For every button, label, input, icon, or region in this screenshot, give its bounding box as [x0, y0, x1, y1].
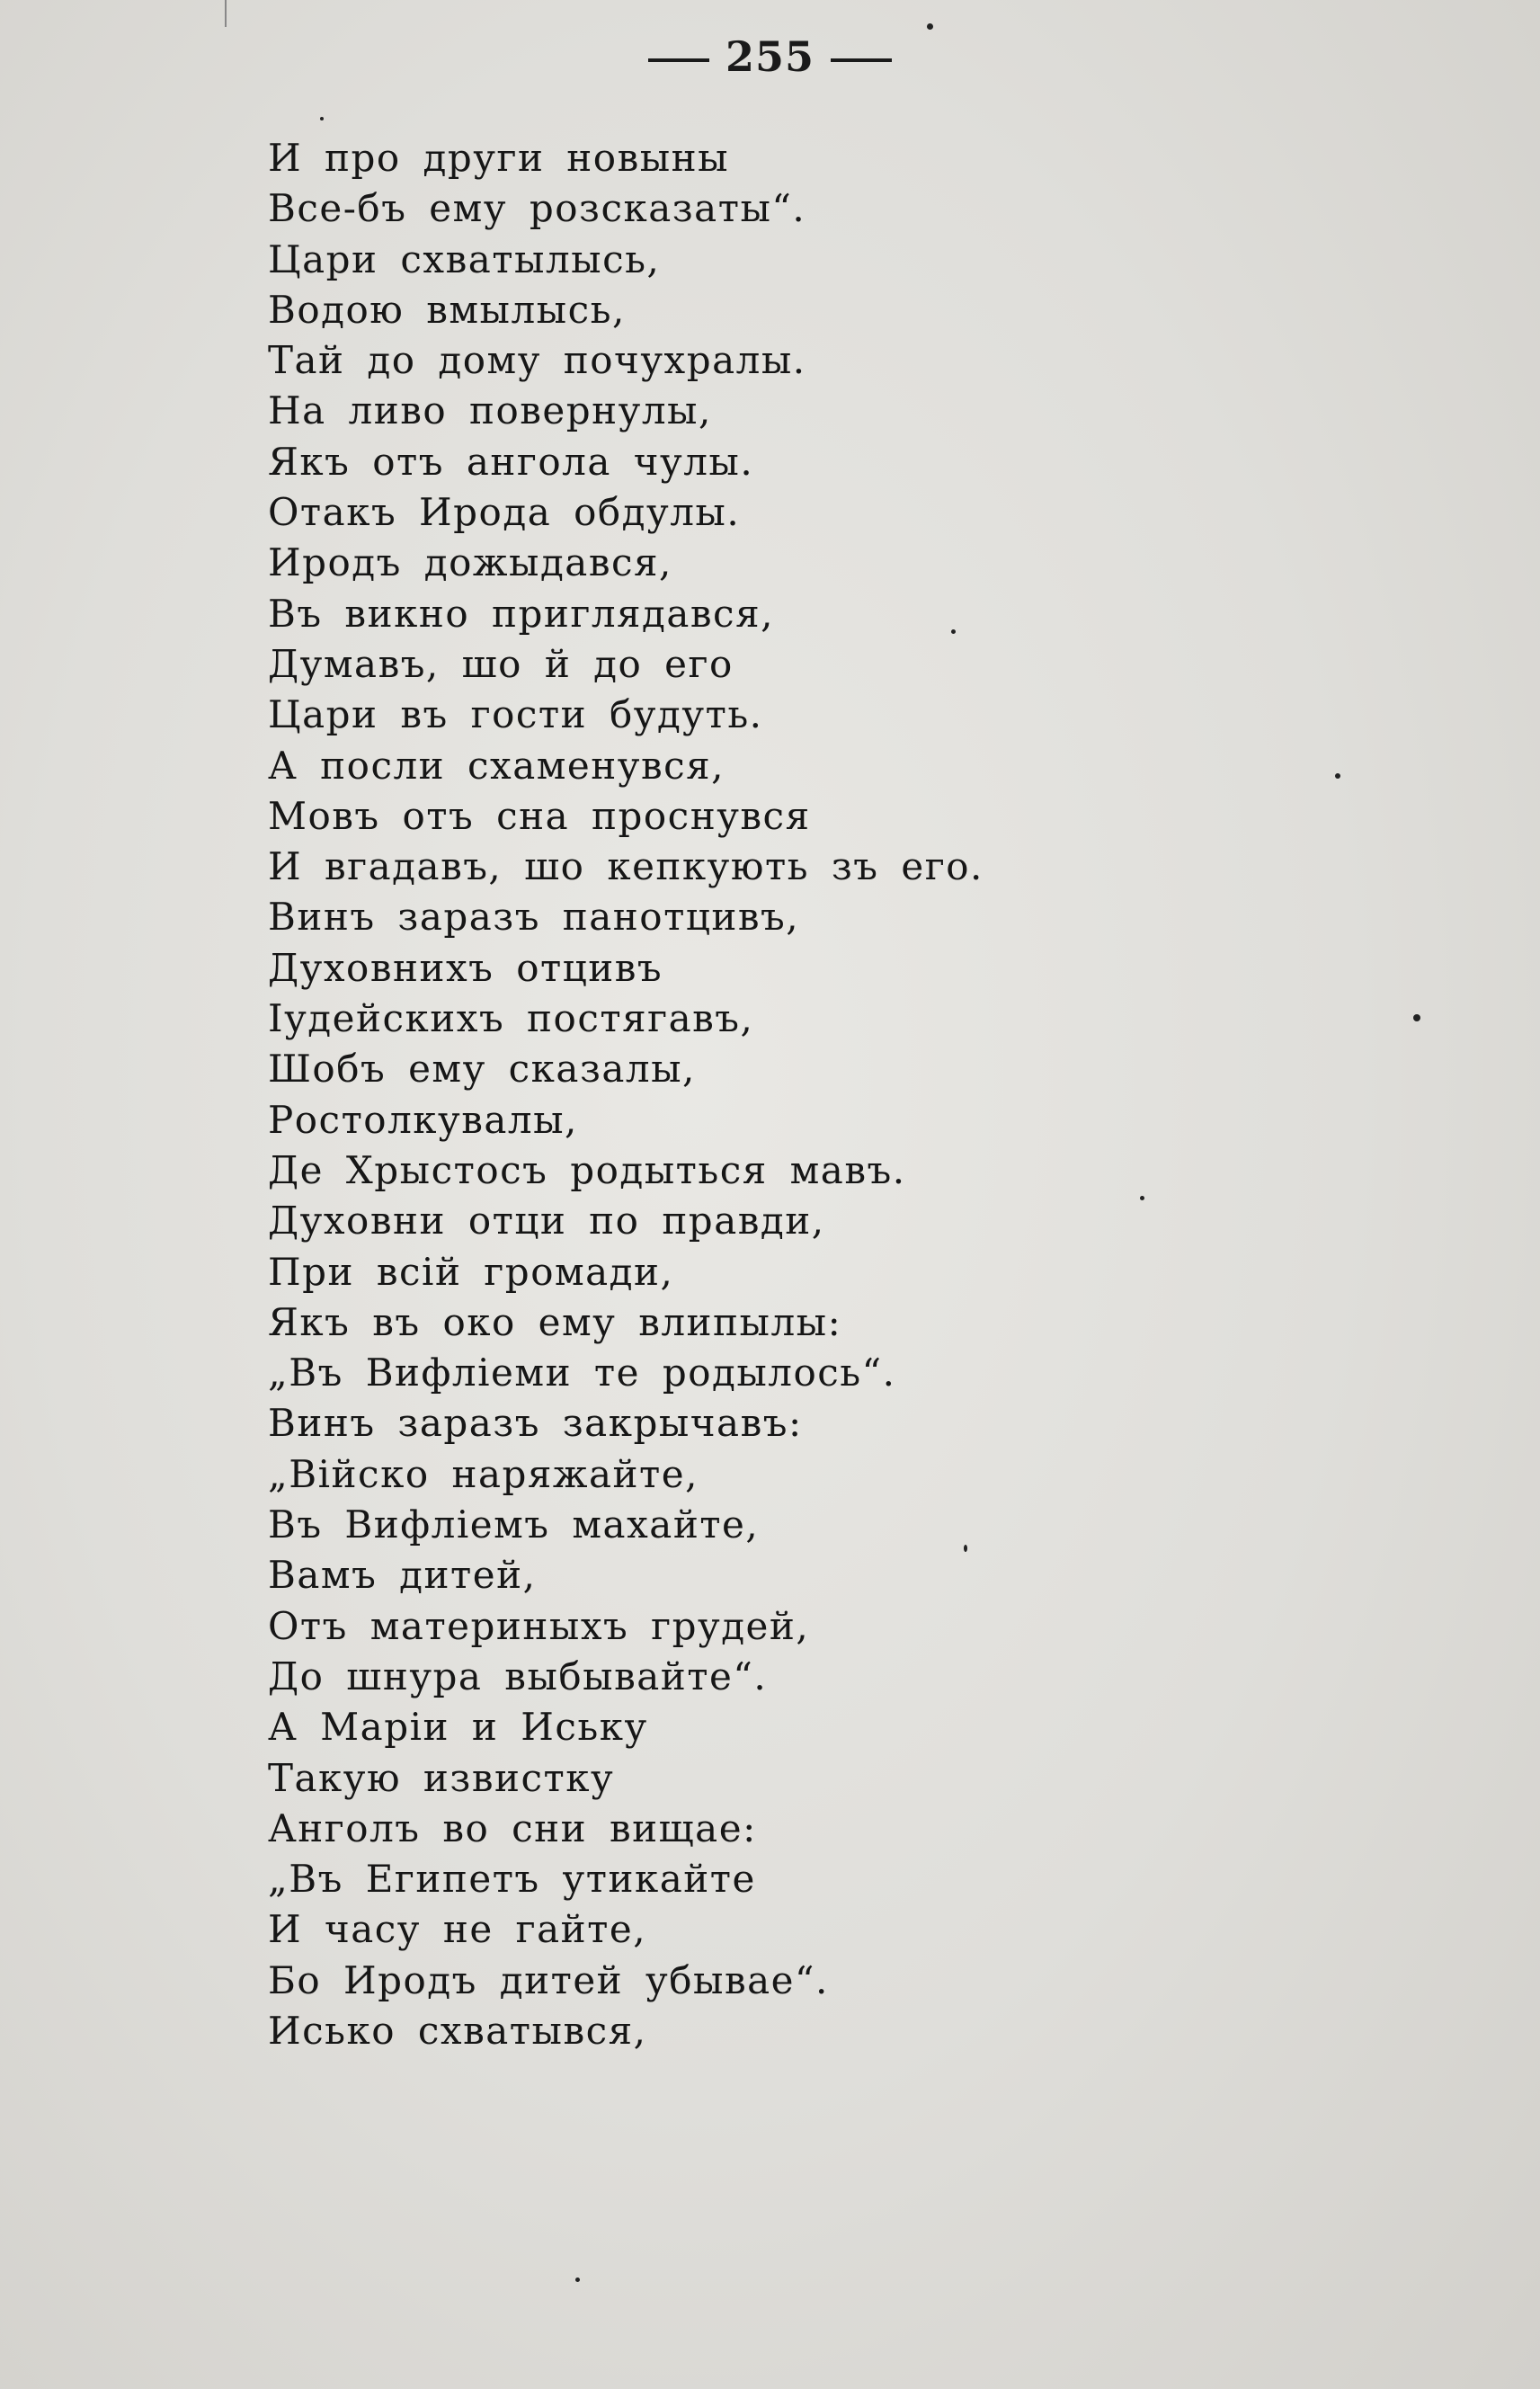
- poem-line: При всій громади,: [268, 1249, 674, 1294]
- poem-line: „Въ Египетъ утикайте: [268, 1857, 756, 1902]
- ink-speck: [1413, 1014, 1420, 1021]
- poem-line: И часу не гайте,: [268, 1907, 647, 1952]
- poem-line: „Въ Вифліеми те родылось“.: [268, 1350, 896, 1395]
- poem-line: Ростолкувалы,: [268, 1097, 578, 1142]
- ink-speck: [951, 629, 956, 634]
- ink-speck: [1140, 1196, 1144, 1200]
- poem-line: Анголъ во сни вищае:: [268, 1805, 757, 1850]
- poem-line: Де Хрыстосъ родыться мавъ.: [268, 1147, 906, 1192]
- ink-speck: [927, 23, 933, 30]
- poem-line: Шобъ ему сказалы,: [268, 1047, 696, 1092]
- poem-line: Такую извистку: [268, 1755, 615, 1800]
- poem-line: А Маріи и Иську: [268, 1705, 648, 1750]
- poem-line: Въ викно приглядався,: [268, 591, 774, 636]
- poem-line: Якъ отъ ангола чулы.: [268, 439, 754, 484]
- poem-text: [268, 133, 1302, 2056]
- poem-line: Іудейскихъ постягавъ,: [268, 996, 754, 1041]
- poem-line: Иродъ дожыдався,: [268, 540, 672, 585]
- poem-line: А посли схаменувся,: [268, 743, 725, 788]
- poem-line: Иськo схватывся,: [268, 2008, 647, 2053]
- poem-line: Все-бъ ему розсказаты“.: [268, 186, 806, 231]
- poem-line: Якъ въ око ему влипылы:: [268, 1299, 842, 1344]
- poem-line: Думавъ, шо й до его: [268, 641, 734, 686]
- page-edge-mark: [225, 0, 227, 27]
- poem-line: На ливо повернулы,: [268, 388, 712, 433]
- poem-line: Отакъ Ирода обдулы.: [268, 490, 741, 535]
- poem-line: Отъ материныхъ грудей,: [268, 1603, 810, 1648]
- page-number-value: 255: [725, 32, 815, 81]
- page-number: [0, 32, 1540, 81]
- poem-line: Винъ заразъ закрычавъ:: [268, 1401, 803, 1446]
- poem-line: Цари въ гости будуть.: [268, 692, 763, 737]
- poem-line: И вгадавъ, шо кепкують зъ его.: [268, 844, 984, 889]
- poem-line: Въ Вифліемъ махайте,: [268, 1502, 760, 1547]
- page-number-dash-left: [648, 58, 709, 62]
- poem-line: Духовнихъ отцивъ: [268, 945, 663, 990]
- poem-line: Винъ заразъ панотцивъ,: [268, 895, 800, 940]
- page-number-dash-right: [831, 58, 892, 62]
- ink-speck: [964, 1545, 967, 1552]
- poem-line: Вамъ дитей,: [268, 1553, 537, 1598]
- poem-line: Мовъ отъ сна проснувся: [268, 793, 811, 838]
- poem-line: Тай до дому почухралы.: [268, 338, 806, 383]
- poem-line: До шнура выбывайте“.: [268, 1654, 768, 1698]
- poem-line: Духовни отци по правди,: [268, 1199, 825, 1244]
- poem-line: Бо Иродъ дитей убывае“.: [268, 1957, 829, 2002]
- ink-speck: [1335, 773, 1340, 779]
- poem-line: Цари схватылысь,: [268, 236, 661, 281]
- poem-line: Водою вмылысь,: [268, 287, 626, 332]
- ink-speck: [575, 2278, 580, 2282]
- ink-speck: [320, 117, 324, 120]
- poem-line: И про други новыны: [268, 136, 730, 180]
- poem-line: „Війско наряжайте,: [268, 1451, 699, 1496]
